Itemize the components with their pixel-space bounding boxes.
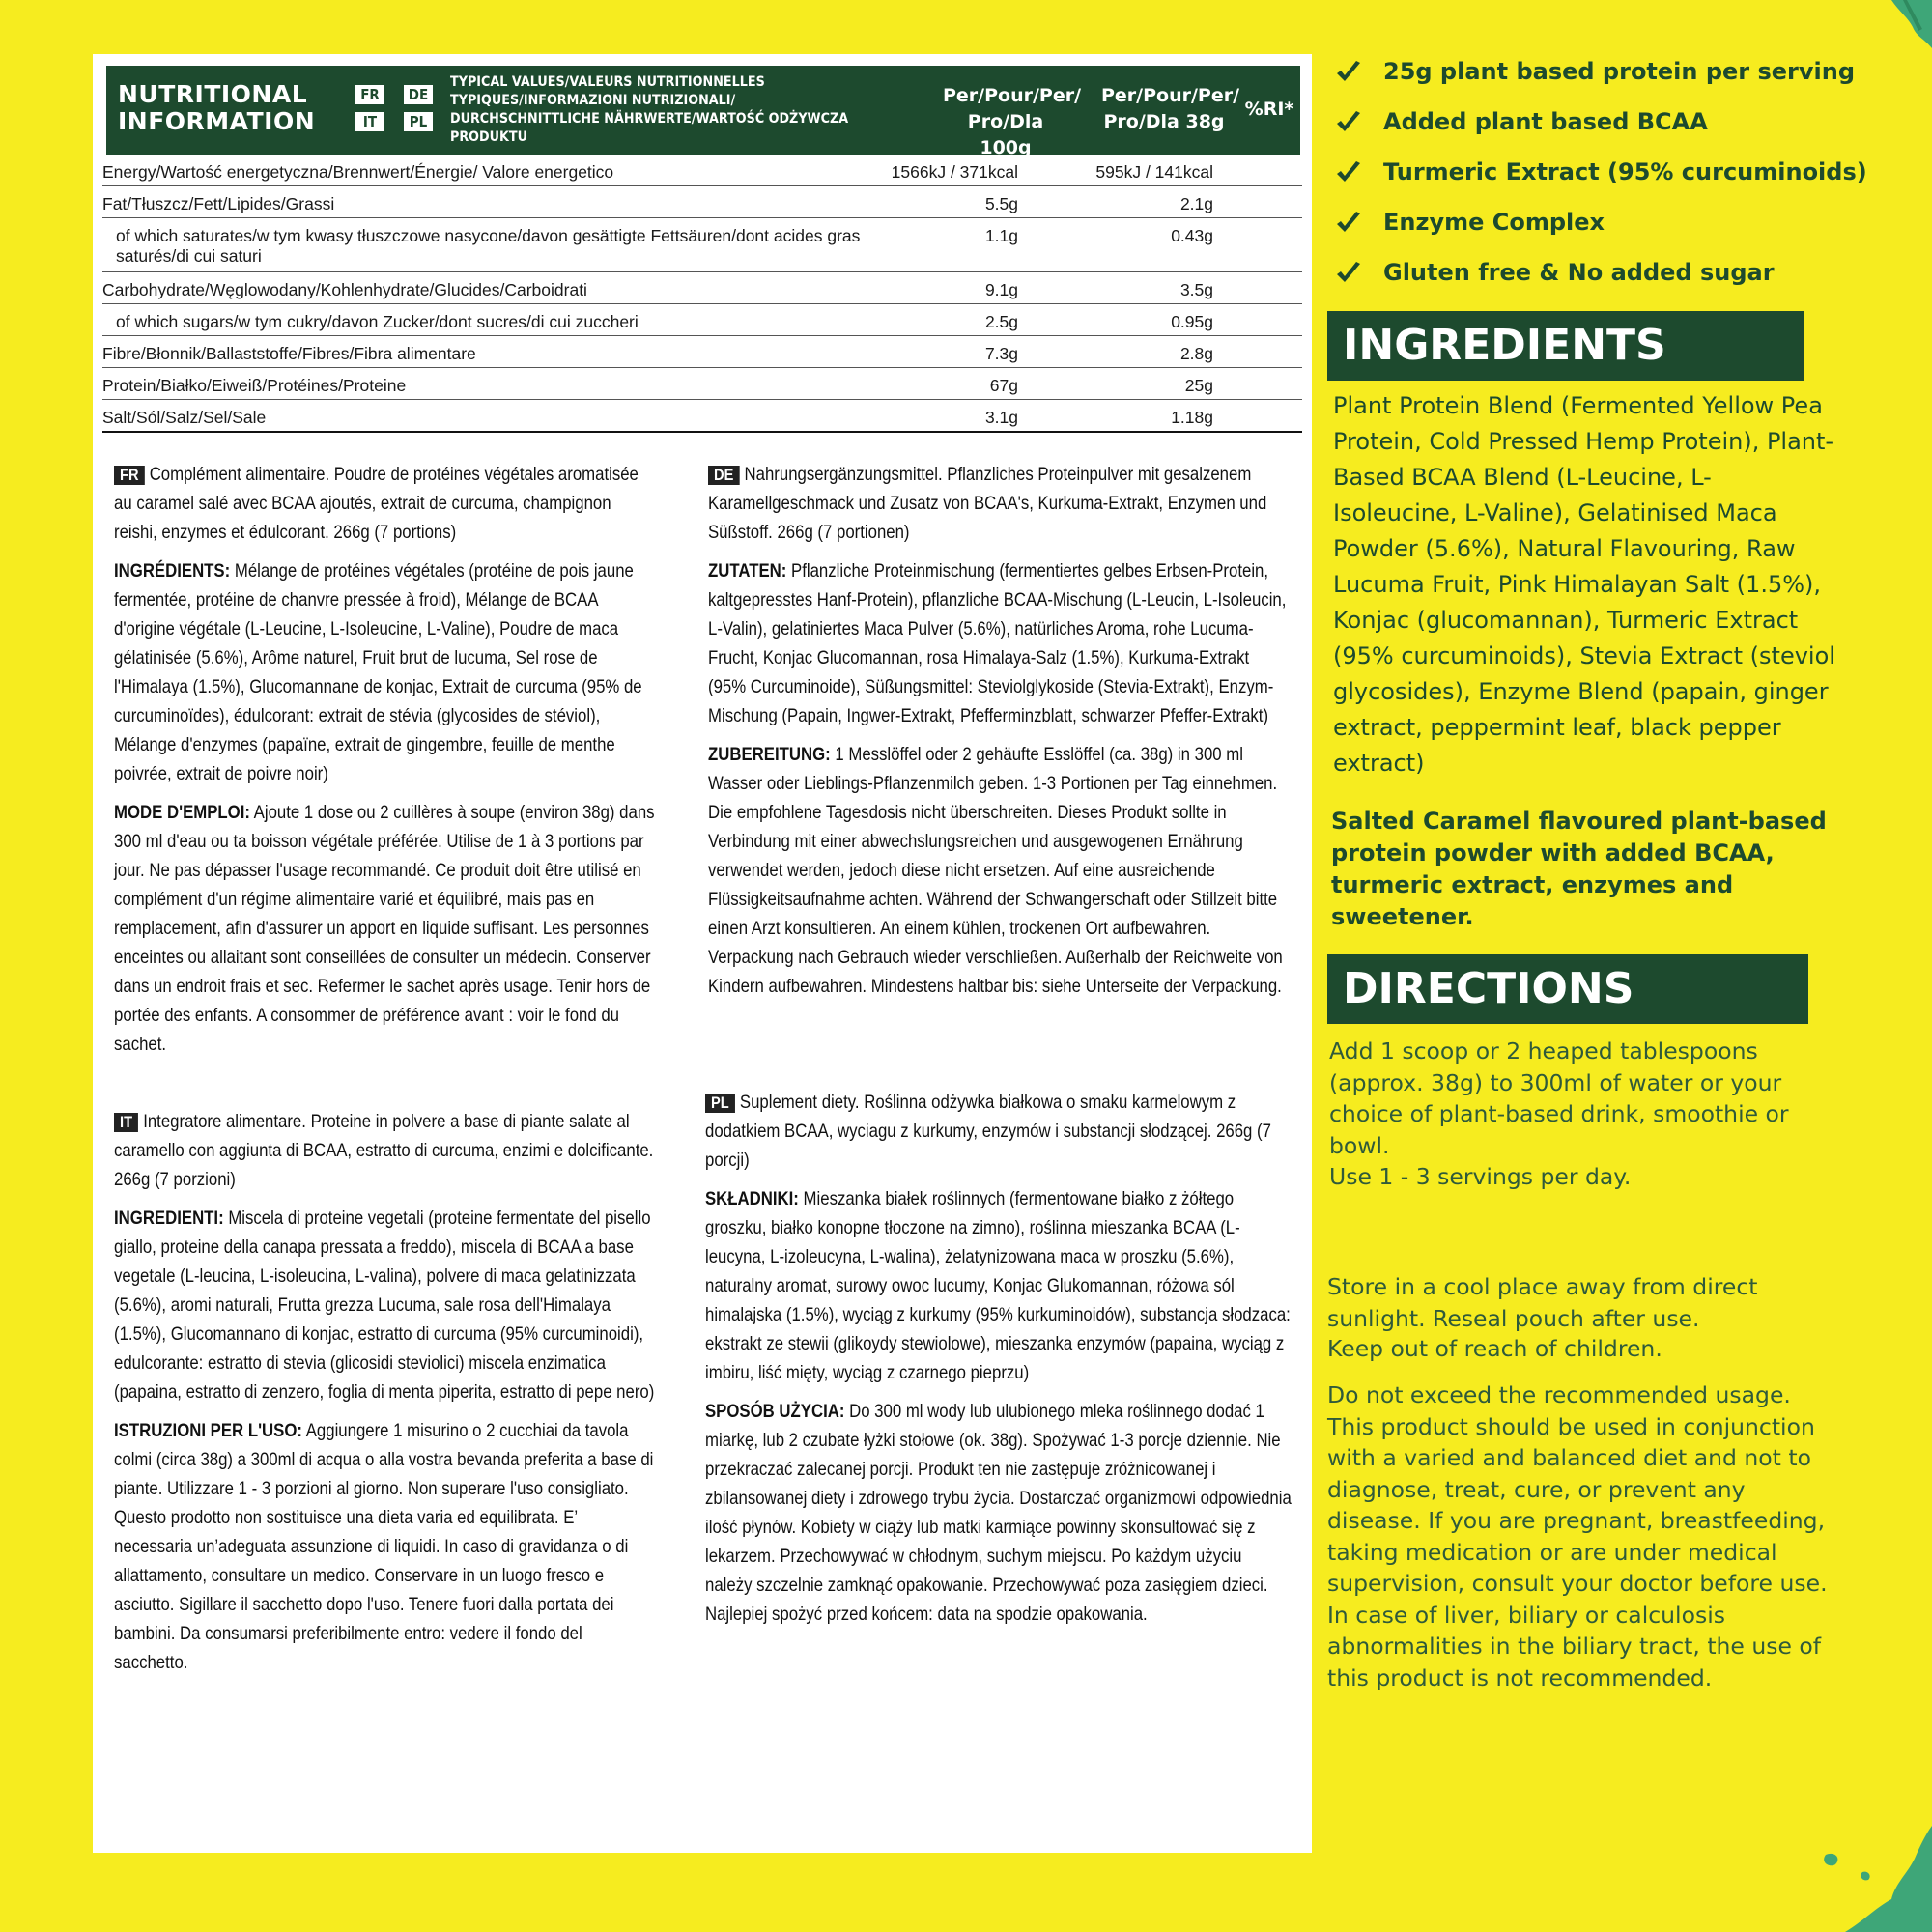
row-value-38g: 3.5g <box>1179 280 1213 299</box>
directions-heading: DIRECTIONS <box>1327 954 1808 1024</box>
row-label: Energy/Wartość energetyczna/Brennwert/Énergie/ Valore energetico <box>102 162 614 182</box>
it-ingredients-heading: INGREDIENTI: <box>114 1208 224 1229</box>
pl-use <box>705 1397 1293 1629</box>
column-per-100g-line-1: Per/Pour/Per/ <box>943 85 1082 106</box>
row-value-38g: 25g <box>1184 376 1213 395</box>
it-intro <box>114 1107 659 1194</box>
row-value-38g: 0.43g <box>1171 226 1213 245</box>
de-tag: DE <box>708 466 739 485</box>
ingredients-heading: INGREDIENTS <box>1327 311 1804 381</box>
feature-text: Added plant based BCAA <box>1383 108 1708 135</box>
table-row <box>102 400 1302 433</box>
pl-ingredients <box>705 1184 1293 1387</box>
de-intro-text: Nahrungsergänzungsmittel. Pflanzliches Proteinpulver mit gesalzenem Karamellgeschmack und Zusatz von BCAA's, Kurkuma-Extrakt, Enzymen und Süßstoff. 266g (7 portionen) <box>708 464 1267 543</box>
de-ingredients-text: Pflanzliche Proteinmischung (fermentiertes gelbes Erbsen-Protein, kaltgepresstes Hanf-Protein), pflanzliche BCAA-Mischung (L-Leucin, L-Isoleucin, L-Valin), gelatiniertes Maca Pulver (5.6%), natürliches Aroma, rohe Lucuma-Frucht, Konjac Glucomannan, rosa Himalaya-Salz (1.5%), Kurkuma-Extrakt (95% Curcuminoide), Süßungsmittel: Steviolglykoside (Stevia-Extrakt), Enzym-Mischung (Papain, Ingwer-Extrakt, Pfefferminzblatt, schwarzer Pfeffer-Extrakt) <box>708 560 1287 726</box>
table-row <box>102 218 1302 272</box>
de-intro <box>708 460 1287 547</box>
de-ingredients <box>708 556 1287 730</box>
row-label: Fibre/Błonnik/Ballaststoffe/Fibres/Fibra alimentare <box>102 344 476 363</box>
fr-mode <box>114 798 659 1059</box>
row-label: of which saturates/w tym kwasy tłuszczowe nasycone/davon gesättigte Fettsäuren/dont acides gras saturés/di cui saturi <box>116 226 861 266</box>
check-icon <box>1335 110 1362 137</box>
fr-ingredients-heading: INGRÉDIENTS: <box>114 560 231 582</box>
row-label: Fat/Tłuszcz/Fett/Lipides/Grassi <box>102 194 335 213</box>
row-label: Protein/Białko/Eiweiß/Protéines/Proteine <box>102 376 407 395</box>
fr-intro <box>114 460 659 547</box>
fr-ingredients <box>114 556 659 788</box>
feature-text: Enzyme Complex <box>1383 209 1605 236</box>
pl-tag: PL <box>705 1094 735 1113</box>
warning-text: Do not exceed the recommended usage. This product should be used in conjunction with a varied and balanced diet and not to diagnose, treat, cure, or prevent any disease. If you are pregnant, breastfeeding, taking medication or are under medical supervision, consult your doctor before use. In case of liver, biliary or calculosis abnormalities in the biliary tract, the use of this product is not recommended. <box>1327 1381 1828 1691</box>
pl-ingredients-heading: SKŁADNIKI: <box>705 1188 799 1209</box>
table-row <box>102 186 1302 218</box>
check-icon <box>1335 211 1362 238</box>
de-preparation-heading: ZUBEREITUNG: <box>708 744 831 765</box>
directions-text: Add 1 scoop or 2 heaped tablespoons (approx. 38g) to 300ml of water or your choice of plant-based drink, smoothie or bowl. <box>1329 1037 1789 1159</box>
column-ri: %RI* <box>1244 99 1294 120</box>
fr-ingredients-text: Mélange de protéines végétales (protéine de pois jaune fermentée, protéine de chanvre pressée à froid), Mélange de BCAA d'origine végétale (L-Leucine, L-Isoleucine, L-Valine), Poudre de maca gélatinisée (5.6%), Arôme naturel, Fruit brut de lucuma, Sel rose de l'Himalaya (1.5%), Glucomannane de konjac, Extrait de curcuma (95% de curcuminoïdes), édulcorant: extrait de stévia (glycosides de stéviol), Mélange d'enzymes (papaïne, extrait de gingembre, feuille de menthe poivrée, extrait de poivre noir) <box>114 560 642 784</box>
fr-intro-text: Complément alimentaire. Poudre de protéines végétales aromatisée au caramel salé avec BCAA ajoutés, extrait de curcuma, champignon reishi, enzymes et édulcorant. 266g (7 portions) <box>114 464 639 543</box>
table-row <box>102 336 1302 368</box>
row-value-100g: 5.5g <box>984 194 1018 213</box>
check-icon <box>1335 261 1362 288</box>
nutrition-panel <box>93 54 1312 1853</box>
feature-text: Gluten free & No added sugar <box>1383 259 1775 286</box>
lang-code-it: IT <box>355 112 384 131</box>
feature-text: 25g plant based protein per serving <box>1383 58 1856 85</box>
title-line-2: INFORMATION <box>118 107 316 135</box>
storage-text: Store in a cool place away from direct sunlight. Reseal pouch after use. <box>1327 1273 1758 1332</box>
table-row <box>102 155 1302 186</box>
row-label: Carbohydrate/Węglowodany/Kohlenhydrate/Glucides/Carboidrati <box>102 280 587 299</box>
row-value-100g: 1566kJ / 371kcal <box>891 162 1018 182</box>
table-row <box>102 304 1302 336</box>
title-line-1: NUTRITIONAL <box>118 80 308 108</box>
row-value-100g: 7.3g <box>984 344 1018 363</box>
row-value-38g: 0.95g <box>1171 312 1213 331</box>
fr-mode-text: Ajoute 1 dose ou 2 cuillères à soupe (environ 38g) dans 300 ml d'eau ou ta boisson végétale préférée. Utilise de 1 à 3 portions par jour. Ne pas dépasser l'usage recommandé. Ce produit doit être utilisé en complément d'un régime alimentaire varié et équilibré, mais pas en remplacement, afin d'assurer un apport en liquide suffisant. Les personnes enceintes ou allaitant sont conseillées de consulter un médecin. Conserver dans un endroit frais et sec. Refermer le sachet après usage. Tenir hors de portée des enfants. A consommer de préférence avant : voir le fond du sachet. <box>114 802 655 1055</box>
column-per-100g-line-2: Pro/Dla 100g <box>967 111 1044 158</box>
row-value-38g: 595kJ / 141kcal <box>1095 162 1213 182</box>
it-use-text: Aggiungere 1 misurino o 2 cucchiai da tavola colmi (circa 38g) a 300ml di acqua o alla vostra bevanda preferita a base di piante. Utilizzare 1 - 3 porzioni al giorno. Non superare l'uso consigliato. Questo prodotto non sostituisce una dieta varia ed equilibrata. E’ necessaria un’adeguata assunzione di liquidi. In caso di gravidanza o di allattamento, consultare un medico. Conservare in un luogo fresco e asciutto. Sigillare il sacchetto dopo l'uso. Tenere fuori dalla portata dei bambini. Da consumarsi preferibilmente entro: vedere il fondo del sacchetto. <box>114 1420 654 1673</box>
row-value-38g: 2.8g <box>1179 344 1213 363</box>
nutrition-header <box>106 66 1300 158</box>
fr-mode-heading: MODE D'EMPLOI: <box>114 802 250 823</box>
row-value-38g: 2.1g <box>1179 194 1213 213</box>
row-value-100g: 2.5g <box>984 312 1018 331</box>
column-per-100g <box>943 83 1082 161</box>
row-value-100g: 3.1g <box>984 408 1018 427</box>
nutrition-title <box>118 81 315 135</box>
pl-intro <box>705 1088 1293 1175</box>
lang-code-de: DE <box>404 85 433 104</box>
check-icon <box>1335 60 1362 87</box>
de-preparation-text: 1 Messlöffel oder 2 gehäufte Esslöffel (ca. 38g) in 300 ml Wasser oder Lieblings-Pflanzenmilch geben. 1-3 Portionen per Tag einnehmen. Die empfohlene Tagesdosis nicht überschreiten. Dieses Produkt sollte in Verbindung mit einer abwechslungsreichen und ausgewogenen Ernährung verwendet werden, jedoch diese nicht ersetzen. Auf eine ausreichende Flüssigkeitsaufnahme achten. Während der Schwangerschaft oder Stillzeit bitte einen Arzt konsultieren. An einem kühlen, trockenen Ort aufbewahren. Verpackung nach Gebrauch wieder verschließen. Außerhalb der Reichweite von Kindern aufbewahren. Mindestens haltbar bis: siehe Unterseite der Verpackung. <box>708 744 1283 997</box>
typical-values-heading: TYPICAL VALUES/VALEURS NUTRITIONNELLES TYPIQUES/INFORMAZIONI NUTRIZIONALI/ DURCHSCHNITTLICHE NÄHRWERTE/WARTOŚĆ ODŻYWCZA PRODUKTU <box>450 74 849 145</box>
fr-tag: FR <box>114 466 145 485</box>
row-value-100g: 67g <box>989 376 1018 395</box>
pl-ingredients-text: Mieszanka białek roślinnych (fermentowane białko z żółtego groszku, białko konopne tłoczone na zimno), roślinna mieszanka BCAA (L-leucyna, L-izoleucyna, L-walina), żelatynizowana maca w proszku (5.6%), naturalny aromat, surowy owoc lucumy, Konjac Glukomannan, różowa sól himalajska (1.5%), wyciąg z kurkumy (95% kurkuminoidów), substancja słodzaca: ekstrakt ze stewii (glikoydy stewiolowe), mieszanka enzymów (papaina, wyciąg z imbiru, liść mięty, wyciąg z czarnego pieprzu) <box>705 1188 1291 1383</box>
it-use-heading: ISTRUZIONI PER L'USO: <box>114 1420 302 1441</box>
splash-bottom-right <box>1806 1816 1932 1932</box>
row-label: Salt/Sól/Salz/Sel/Sale <box>102 408 267 427</box>
de-section <box>708 460 1288 1010</box>
it-use <box>114 1416 659 1677</box>
feature-text: Turmeric Extract (95% curcuminoids) <box>1383 158 1867 185</box>
pl-section <box>705 1088 1294 1638</box>
de-preparation <box>708 740 1287 1001</box>
fr-section <box>114 460 660 1068</box>
row-value-38g: 1.18g <box>1171 408 1213 427</box>
ingredients-text: Plant Protein Blend (Fermented Yellow Pea Protein, Cold Pressed Hemp Protein), Plant-Based BCAA Blend (L-Leucine, L-Isoleucine, L-Valine), Gelatinised Maca Powder (5.6%), Natural Flavouring, Raw Lucuma Fruit, Pink Himalayan Salt (1.5%), Konjac (glucomannan), Turmeric Extract (95% curcuminoids), Stevia Extract (steviol glycosides), Enzyme Blend (papain, ginger extract, peppermint leaf, black pepper extract) <box>1333 392 1835 777</box>
nutrition-table <box>102 155 1302 433</box>
pl-use-text: Do 300 ml wody lub ulubionego mleka roślinnego dodać 1 miarkę, lub 2 czubate łyżki stołowe (ok. 38g). Spożywać 1-3 porcje dziennie. Nie przekraczać zalecanej porcji. Produkt ten nie zastępuje zróżnicowanej i zbilansowanej diety i zdrowego trybu życia. Dostarczać organizmowi odpowiednia ilość płynów. Kobiety w ciąży lub matki karmiące powinny skonsultować się z lekarzem. Przechowywać w chłodnym, suchym miejscu. Po każdym użyciu należy szczelnie zamknąć opakowanie. Przechowywać poza zasięgiem dzieci. Najlepiej spożyć przed końcem: data na spodzie opakowania. <box>705 1401 1292 1625</box>
it-tag: IT <box>114 1113 138 1132</box>
it-section <box>114 1107 660 1687</box>
column-per-38g-line-2: Pro/Dla 38g <box>1103 111 1225 132</box>
column-per-38g <box>1101 83 1240 135</box>
lang-code-pl: PL <box>404 112 433 131</box>
storage-children: Keep out of reach of children. <box>1327 1335 1662 1362</box>
check-icon <box>1335 160 1362 187</box>
pl-intro-text: Suplement diety. Roślinna odżywka białkowa o smaku karmelowym z dodatkiem BCAA, wyciagu z kurkumy, enzymów i substancji słodzącej. 266g (7 porcji) <box>705 1092 1271 1171</box>
it-ingredients <box>114 1204 659 1406</box>
it-ingredients-text: Miscela di proteine vegetali (proteine fermentate del pisello giallo, proteine della canapa pressata a freddo), miscela di BCAA a base vegetale (L-leucina, L-isoleucina, L-valina), polvere di maca gelatinizzata (5.6%), aromi naturali, Frutta grezza Lucuma, sale rosa dell'Himalaya (1.5%), Glucomannano di konjac, estratto di curcuma (95% curcuminoidi), edulcorante: estratto di stevia (glicosidi steviolici) miscela enzimatica (papaina, estratto di zenzero, foglia di menta piperita, estratto di pepe nero) <box>114 1208 655 1403</box>
splash-top-right <box>1874 0 1932 58</box>
table-row <box>102 368 1302 400</box>
column-per-38g-line-1: Per/Pour/Per/ <box>1101 85 1240 106</box>
de-ingredients-heading: ZUTATEN: <box>708 560 787 582</box>
row-value-100g: 1.1g <box>984 226 1018 245</box>
directions-servings: Use 1 - 3 servings per day. <box>1329 1163 1632 1190</box>
pl-use-heading: SPOSÓB UŻYCIA: <box>705 1401 845 1422</box>
row-value-100g: 9.1g <box>984 280 1018 299</box>
it-intro-text: Integratore alimentare. Proteine in polvere a base di piante salate al caramello con aggiunta di BCAA, estratto di curcuma, enzimi e dolcificante. 266g (7 porzioni) <box>114 1111 654 1190</box>
row-label: of which sugars/w tym cukry/davon Zucker/dont sucres/di cui zuccheri <box>116 312 639 331</box>
lang-code-fr: FR <box>355 85 384 104</box>
product-description: Salted Caramel flavoured plant-based protein powder with added BCAA, turmeric extract, enzymes and sweetener. <box>1331 808 1827 930</box>
table-row <box>102 272 1302 304</box>
